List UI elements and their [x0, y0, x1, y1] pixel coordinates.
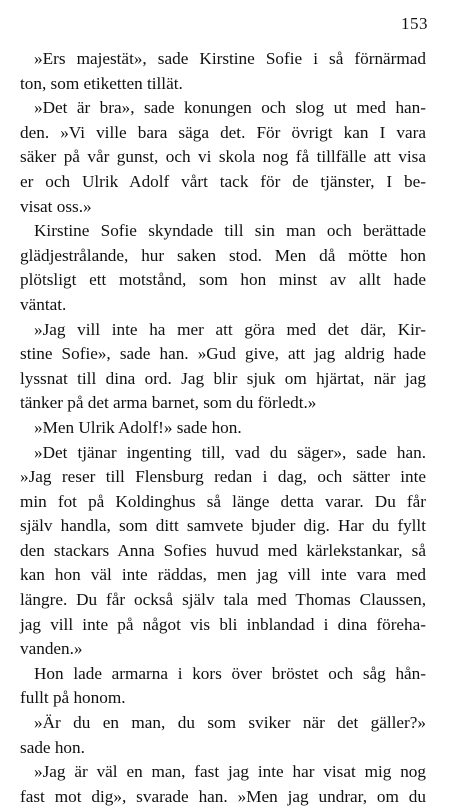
text-line: min fot på Koldinghus så länge detta varar. Du får [20, 491, 426, 511]
text-line: stine Sofie», sade han. »Gud give, att jag aldrig hade [20, 344, 426, 364]
text-line: Kirstine Sofie skyndade till sin man och berättade [34, 221, 426, 241]
text-line: »Det är bra», sade konungen och slog ut med han- [34, 98, 426, 118]
text-line: »Ers majestät», sade Kirstine Sofie i så förnärmad [34, 49, 426, 68]
body-text [20, 47, 426, 809]
text-line: fullt på honom. [20, 688, 126, 708]
page-number: 153 [401, 14, 428, 33]
text-line: Hon lade armarna i kors över bröstet och såg hån- [34, 663, 426, 683]
text-line: den stackars Anna Sofies huvud med kärlekstankar, så [20, 540, 426, 560]
text-line: jag vill inte på något vis bli inblandad i dina föreha- [20, 614, 426, 634]
text-line: visat oss.» [20, 196, 92, 216]
text-line: själv handla, som ditt samvete bjuder dig. Har du fyllt [20, 516, 426, 536]
text-line: längre. Du får också själv tala med Thomas Claussen, [20, 590, 426, 610]
text-line: tänker på det arma barnet, som du förledt.» [20, 393, 317, 413]
text-line: »Det tjänar ingenting till, vad du säger», sade han. [34, 442, 426, 462]
text-line: glädjestrålande, hur saken stod. Men då mötte hon [20, 245, 426, 265]
text-line: plötsligt ett motstånd, som hon minst av allt hade [20, 270, 426, 290]
text-line: lyssnat till dina ord. Jag blir sjuk om hjärtat, när jag [20, 368, 426, 388]
text-line: väntat. [20, 294, 67, 314]
text-line: »Jag vill inte ha mer att göra med det där, Kir- [34, 319, 426, 339]
text-line: säker på vår gunst, och vi skola nog få tillfälle att visa [20, 147, 426, 167]
text-line: kan hon väl inte räddas, men jag vill inte vara med [20, 565, 426, 585]
text-line: »Jag är väl en man, fast jag inte har visat mig nog [34, 762, 426, 782]
text-line: »Är du en man, du som sviker när det gäller?» [34, 713, 426, 733]
text-line: sade hon. [20, 737, 85, 757]
text-line: fast mot dig», svarade han. »Men jag undrar, om du [20, 786, 426, 806]
text-line: vanden.» [20, 639, 83, 659]
text-line: er och Ulrik Adolf vårt tack för de tjänster, I be- [20, 171, 426, 191]
text-line: »Jag reser till Flensburg redan i dag, och sätter inte [20, 467, 426, 487]
text-line: den. »Vi ville bara säga det. För övrigt kan I vara [20, 122, 426, 142]
text-line: »Men Ulrik Adolf!» sade hon. [34, 417, 242, 437]
text-line: ton, som etiketten tillät. [20, 73, 183, 93]
